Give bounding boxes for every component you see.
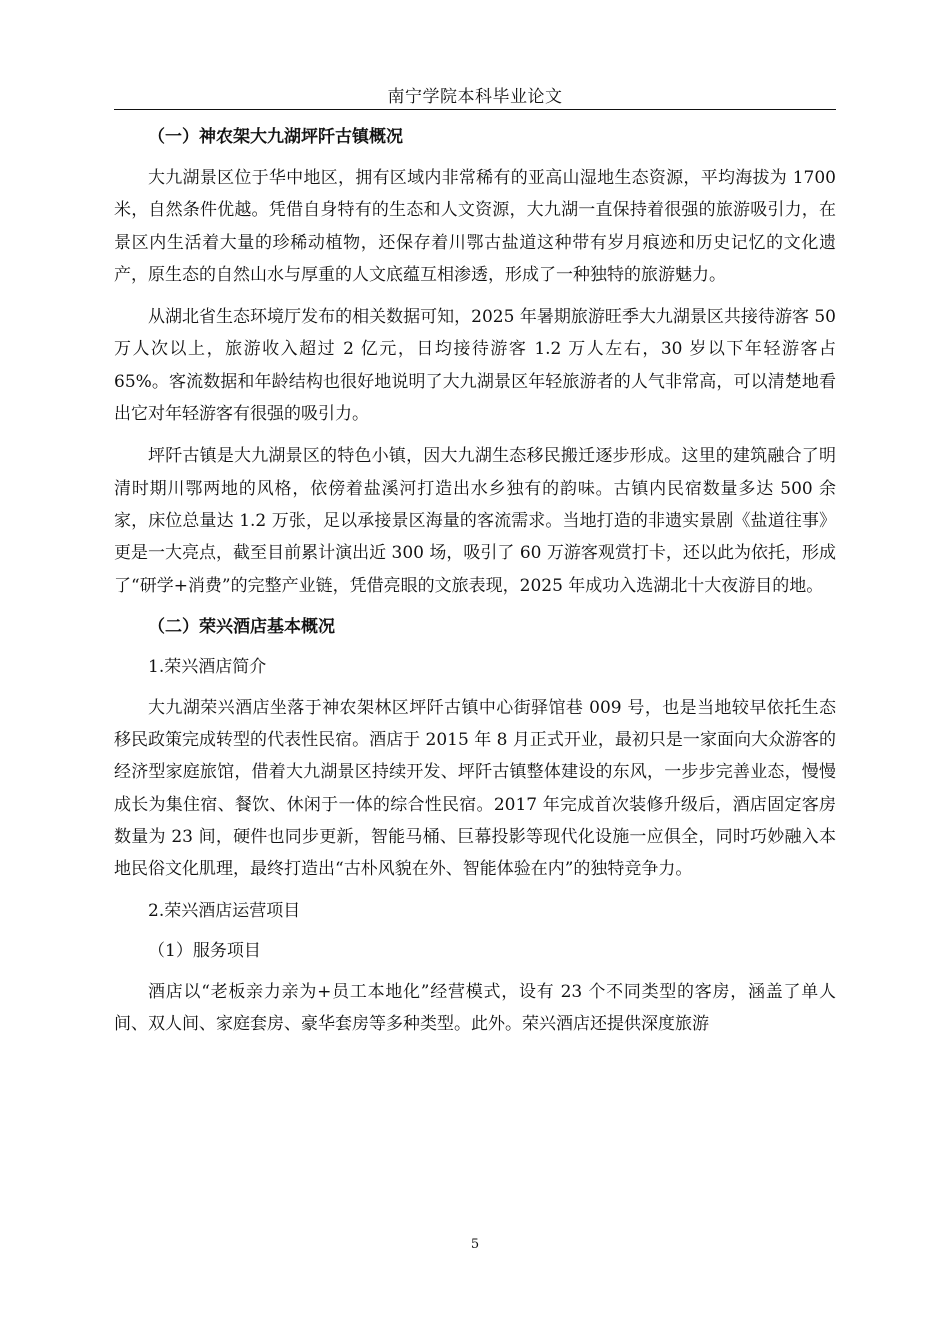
header-divider xyxy=(114,109,836,110)
subsection-heading: 1.荣兴酒店简介 xyxy=(148,656,267,677)
paragraph: 从湖北省生态环境厅发布的相关数据可知，2025 年暑期旅游旺季大九湖景区共接待游客 50 万人次以上，旅游收入超过 2 亿元，日均接待游客 1.2 万人左右，30 岁以下年轻游客占 65%。客流数据和年龄结构也很好地说明了大九湖景区年轻旅游者的人气非常高，可以清楚地看出它对年轻游客有很强的吸引力。 xyxy=(114,307,836,425)
subsection-heading: （1）服务项目 xyxy=(148,940,261,961)
subsection-heading: 2.荣兴酒店运营项目 xyxy=(148,900,301,921)
page-body xyxy=(114,122,836,1040)
paragraph: 坪阡古镇是大九湖景区的特色小镇，因大九湖生态移民搬迁逐步形成。这里的建筑融合了明清时期川鄂两地的风格，依傍着盐溪河打造出水乡独有的韵味。古镇内民宿数量多达 500 余家，床位总量达 1.2 万张，足以承接景区海量的客流需求。当地打造的非遗实景剧《盐道往事》更是一大亮点，截至目前累计演出近 300 场，吸引了 60 万游客观赏打卡，还以此为依托，形成了“研学+消费”的完整产业链，凭借亮眼的文旅表现，2025 年成功入选湖北十大夜游目的地。 xyxy=(114,446,836,596)
page-header-title: 南宁学院本科毕业论文 xyxy=(387,87,563,107)
paragraph: 大九湖荣兴酒店坐落于神农架林区坪阡古镇中心街驿馆巷 009 号，也是当地较早依托生态移民政策完成转型的代表性民宿。酒店于 2015 年 8 月正式开业，最初只是一家面向大众游客的经济型家庭旅馆，借着大九湖景区持续开发、坪阡古镇整体建设的东风，一步步完善业态，慢慢成长为集住宿、餐饮、休闲于一体的综合性民宿。2017 年完成首次装修升级后，酒店固定客房数量为 23 间，硬件也同步更新，智能马桶、巨幕投影等现代化设施一应俱全，同时巧妙融入本地民俗文化肌理，最终打造出“古朴风貌在外、智能体验在内”的独特竞争力。 xyxy=(114,697,836,880)
page-number: 5 xyxy=(470,1237,480,1252)
section-heading-1: （一）神农架大九湖坪阡古镇概况 xyxy=(148,127,403,147)
paragraph: 酒店以“老板亲力亲为+员工本地化”经营模式，设有 23 个不同类型的客房，涵盖了单人间、双人间、家庭套房、豪华套房等多种类型。此外。荣兴酒店还提供深度旅游 xyxy=(114,981,836,1034)
section-heading-2: （二）荣兴酒店基本概况 xyxy=(148,616,335,637)
paragraph: 大九湖景区位于华中地区，拥有区域内非常稀有的亚高山湿地生态资源，平均海拔为 1700 米，自然条件优越。凭借自身特有的生态和人文资源，大九湖一直保持着很强的旅游吸引力，在景区内生活着大量的珍稀动植物，还保存着川鄂古盐道这种带有岁月痕迹和历史记忆的文化遗产，原生态的自然山水与厚重的人文底蕴互相渗透，形成了一种独特的旅游魅力。 xyxy=(114,168,836,285)
